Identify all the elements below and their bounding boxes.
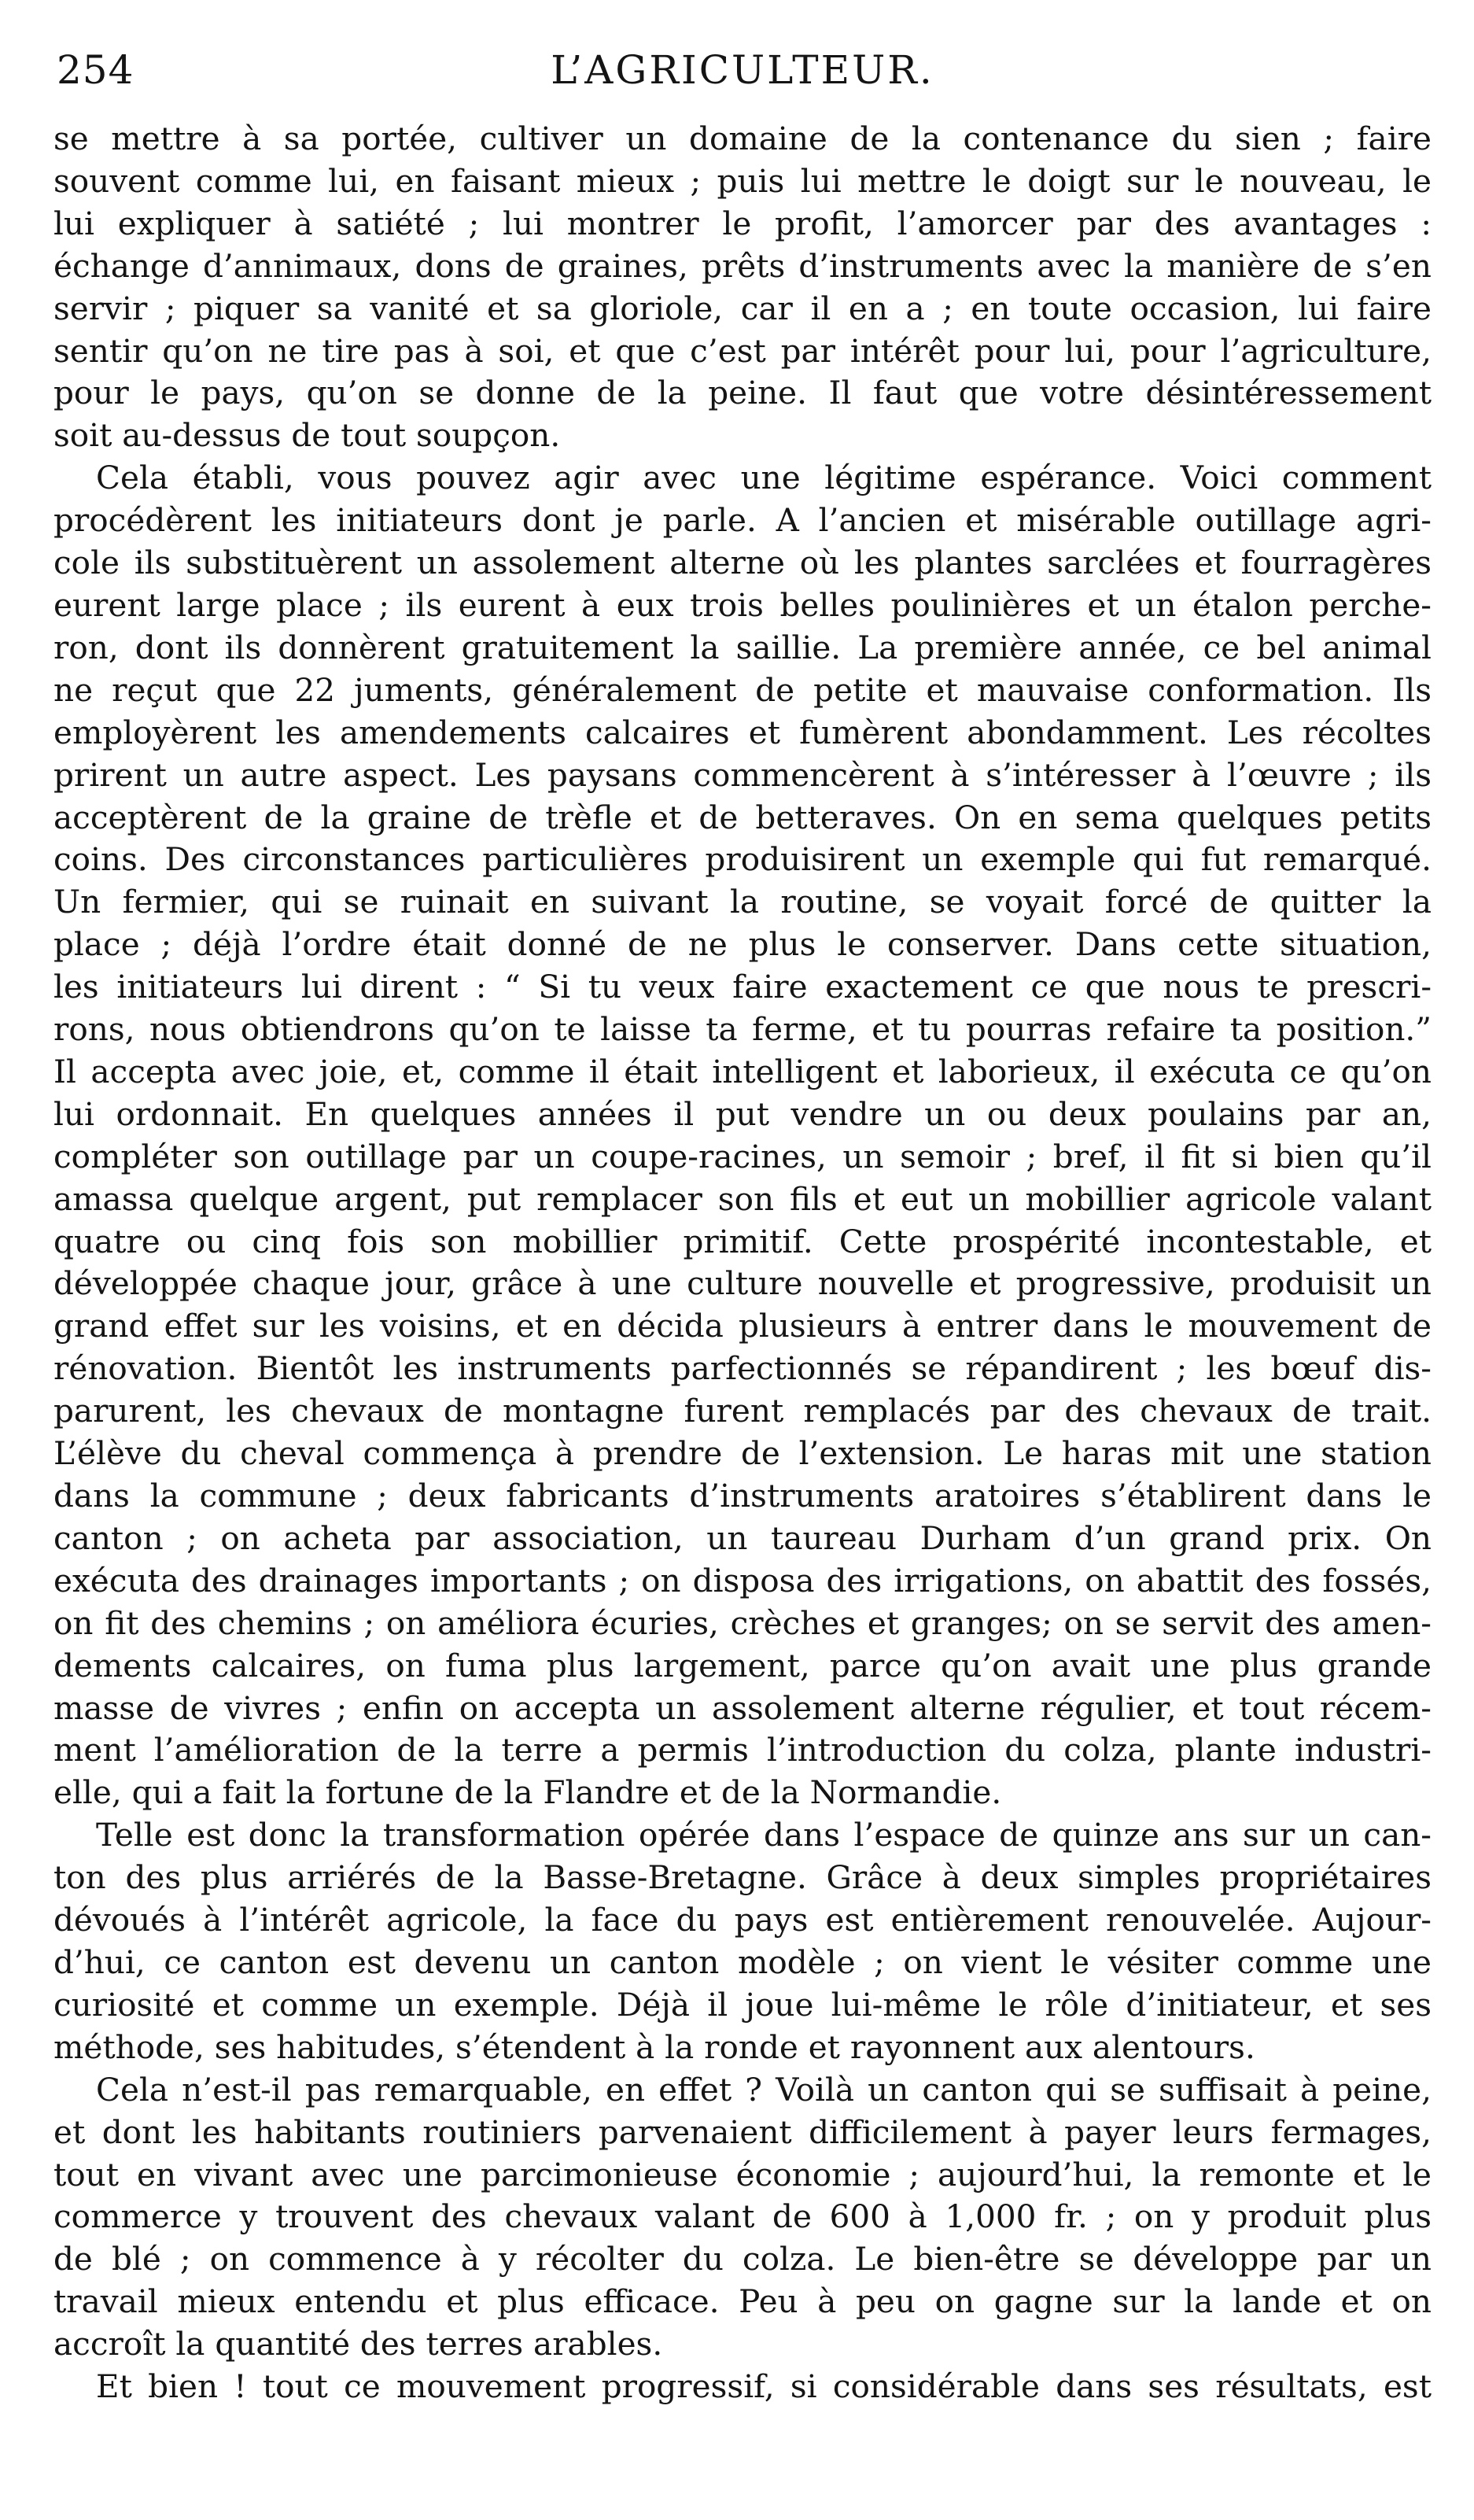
- text-line: ne reçut que 22 juments, généralement de petite et mauvaise conformation. Ils: [53, 670, 1432, 709]
- text-line: Telle est donc la transformation opérée dans l’espace de quinze ans sur un can-: [96, 1816, 1432, 1854]
- paragraph: [53, 118, 1432, 457]
- text-line: rons, nous obtiendrons qu’on te laisse ta ferme, et tu pourras refaire ta position.”: [53, 1010, 1432, 1049]
- text-line: pour le pays, qu’on se donne de la peine. Il faut que votre désintéressement: [53, 374, 1432, 412]
- text-line: servir ; piquer sa vanité et sa gloriole, car il en a ; en toute occasion, lui faire: [53, 289, 1432, 327]
- text-line: compléter son outillage par un coupe-racines, un semoir ; bref, il fit si bien qu’il: [53, 1137, 1432, 1175]
- text-line: prirent un autre aspect. Les paysans commencèrent à s’intéresser à l’œuvre ; ils: [53, 755, 1432, 794]
- text-line: elle, qui a fait la fortune de la Flandre et de la Normandie.: [53, 1773, 1002, 1812]
- text-line: tout en vivant avec une parcimonieuse économie ; aujourd’hui, la remonte et le: [53, 2155, 1432, 2193]
- text-line: Un fermier, qui se ruinait en suivant la routine, se voyait forcé de quitter la: [53, 883, 1432, 921]
- text-line: méthode, ses habitudes, s’étendent à la ronde et rayonnent aux alentours.: [53, 2027, 1255, 2066]
- paragraph: [53, 1814, 1432, 2068]
- text-line: et dont les habitants routiniers parvenaient difficilement à payer leurs fermages,: [53, 2112, 1432, 2151]
- text-line: développée chaque jour, grâce à une culture nouvelle et progressive, produisit un: [53, 1264, 1432, 1303]
- text-line: acceptèrent de la graine de trèfle et de betteraves. On en sema quelques petits: [53, 798, 1432, 836]
- running-head: [53, 31, 1432, 118]
- page-number: 254: [57, 47, 135, 93]
- text-line: on fit des chemins ; on améliora écuries, crèches et granges; on se servit des amen-: [53, 1603, 1432, 1642]
- text-line: coins. Des circonstances particulières produisirent un exemple qui fut remarqué.: [53, 840, 1432, 879]
- text-line: travail mieux entendu et plus efficace. Peu à peu on gagne sur la lande et on: [53, 2282, 1432, 2321]
- text-line: procédèrent les initiateurs dont je parle. A l’ancien et misérable outillage agri-: [53, 501, 1432, 540]
- text-line: ment l’amélioration de la terre a permis l’introduction du colza, plante industri-: [53, 1731, 1432, 1769]
- text-line: grand effet sur les voisins, et en décida plusieurs à entrer dans le mouvement de: [53, 1307, 1432, 1345]
- paragraph: [53, 457, 1432, 1814]
- text-line: exécuta des drainages importants ; on disposa des irrigations, on abattit des fossés,: [53, 1561, 1432, 1599]
- text-line: Et bien ! tout ce mouvement progressif, si considérable dans ses résultats, est: [96, 2367, 1432, 2406]
- text-line: ton des plus arriérés de la Basse-Bretagne. Grâce à deux simples propriétaires: [53, 1858, 1432, 1897]
- text-line: échange d’annimaux, dons de graines, prêts d’instruments avec la manière de s’en: [53, 246, 1432, 285]
- text-line: lui ordonnait. En quelques années il put vendre un ou deux poulains par an,: [53, 1094, 1432, 1133]
- paragraph: [53, 2366, 1432, 2408]
- text-line: d’hui, ce canton est devenu un canton modèle ; on vient le vésiter comme une: [53, 1943, 1432, 1981]
- text-line: amassa quelque argent, put remplacer son fils et eut un mobillier agricole valant: [53, 1179, 1432, 1218]
- text-line: employèrent les amendements calcaires et fumèrent abondamment. Les récoltes: [53, 713, 1432, 751]
- text-line: L’élève du cheval commença à prendre de l’extension. Le haras mit une station: [53, 1434, 1432, 1473]
- text-line: dements calcaires, on fuma plus largement, parce qu’on avait une plus grande: [53, 1646, 1432, 1684]
- paragraph: [53, 2069, 1432, 2366]
- text-line: quatre ou cinq fois son mobillier primitif. Cette prospérité incontestable, et: [53, 1222, 1432, 1260]
- text-line: de blé ; on commence à y récolter du colza. Le bien-être se développe par un: [53, 2240, 1432, 2278]
- running-title: L’AGRICULTEUR.: [551, 47, 934, 93]
- text-line: se mettre à sa portée, cultiver un domaine de la contenance du sien ; faire: [53, 120, 1432, 157]
- book-page: [53, 31, 1432, 2408]
- text-line: lui expliquer à satiété ; lui montrer le profit, l’amorcer par des avantages :: [53, 204, 1432, 242]
- text-line: parurent, les chevaux de montagne furent remplacés par des chevaux de trait.: [53, 1392, 1432, 1430]
- text-line: les initiateurs lui dirent : “ Si tu veux faire exactement ce que nous te prescri-: [53, 968, 1432, 1006]
- text-line: masse de vivres ; enfin on accepta un assolement alterne régulier, et tout récem-: [53, 1688, 1432, 1727]
- text-line: sentir qu’on ne tire pas à soi, et que c’est par intérêt pour lui, pour l’agriculture,: [53, 331, 1432, 370]
- body-text: [53, 118, 1432, 2408]
- text-line: souvent comme lui, en faisant mieux ; puis lui mettre le doigt sur le nouveau, le: [53, 161, 1432, 200]
- text-line: eurent large place ; ils eurent à eux trois belles poulinières et un étalon perche-: [53, 585, 1432, 624]
- text-line: Cela établi, vous pouvez agir avec une légitime espérance. Voici comment: [96, 459, 1432, 497]
- text-line: commerce y trouvent des chevaux valant de 600 à 1,000 fr. ; on y produit plus: [53, 2197, 1432, 2236]
- text-line: cole ils substituèrent un assolement alterne où les plantes sarclées et fourragères: [53, 544, 1432, 582]
- text-line: rénovation. Bientôt les instruments parfectionnés se répandirent ; les bœuf dis-: [53, 1349, 1432, 1388]
- text-line: ron, dont ils donnèrent gratuitement la saillie. La première année, ce bel animal: [53, 628, 1432, 666]
- text-line: dévoués à l’intérêt agricole, la face du pays est entièrement renouvelée. Aujour-: [53, 1901, 1432, 1939]
- text-line: accroît la quantité des terres arables.: [53, 2325, 663, 2363]
- text-line: canton ; on acheta par association, un taureau Durham d’un grand prix. On: [53, 1518, 1432, 1557]
- text-line: Il accepta avec joie, et, comme il était intelligent et laborieux, il exécuta ce qu’on: [53, 1052, 1432, 1090]
- text-line: soit au-dessus de tout soupçon.: [53, 416, 561, 455]
- text-line: curiosité et comme un exemple. Déjà il joue lui-même le rôle d’initiateur, et ses: [53, 1985, 1432, 2024]
- text-line: dans la commune ; deux fabricants d’instruments aratoires s’établirent dans le: [53, 1477, 1432, 1515]
- text-line: Cela n’est-il pas remarquable, en effet ? Voilà un canton qui se suffisait à peine,: [96, 2070, 1432, 2109]
- text-line: place ; déjà l’ordre était donné de ne plus le conserver. Dans cette situation,: [53, 925, 1432, 964]
